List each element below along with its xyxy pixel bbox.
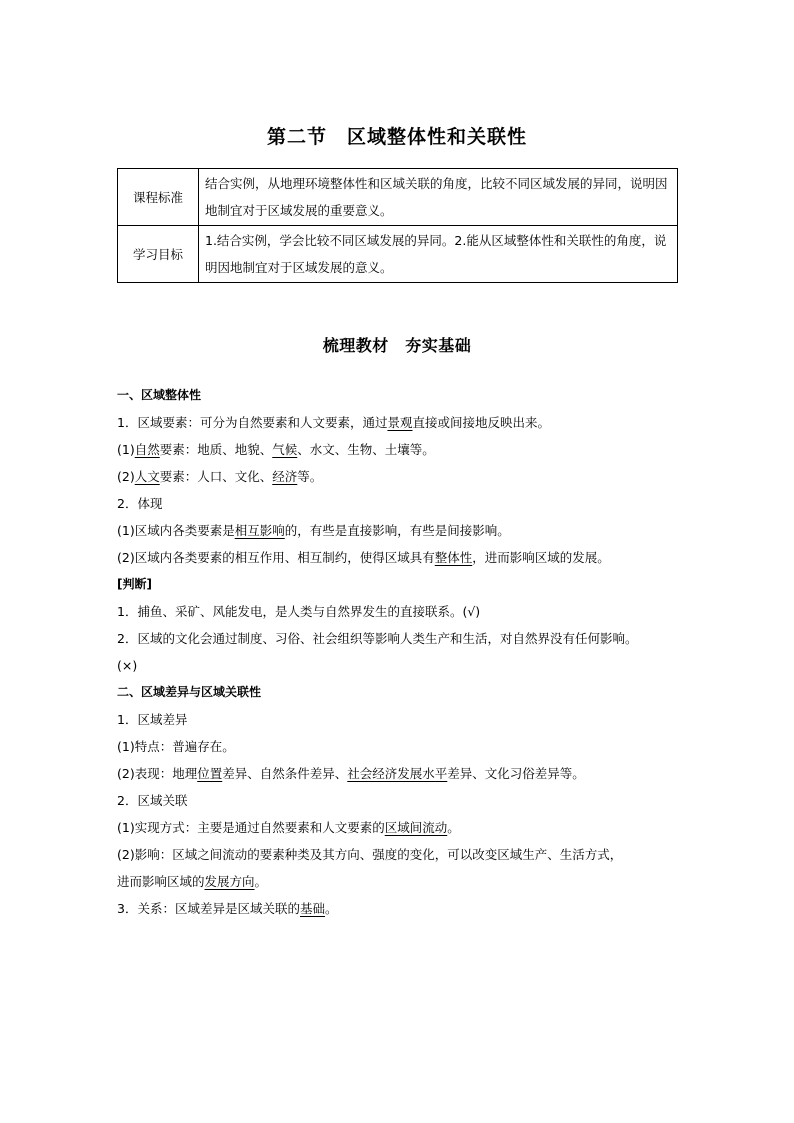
answer-blank: 自然 (134, 442, 160, 457)
answer-blank: 社会经济发展水平 (347, 766, 448, 781)
part1-heading: 一、区域整体性 (117, 388, 202, 402)
judgment-item: 1．捕鱼、采矿、风能发电，是人类与自然界发生的直接联系。(√) (117, 604, 481, 619)
answer-blank: 相互影响 (234, 523, 285, 538)
answer-blank: 经济 (272, 469, 298, 484)
answer-blank: 气候 (272, 442, 298, 457)
answer-blank: 整体性 (434, 550, 473, 565)
answer-blank: 位置 (197, 766, 223, 781)
answer-blank: 基础 (299, 901, 325, 916)
paragraph: 1．区域差异 (117, 712, 188, 727)
paragraph: (2)表现：地理位置差异、自然条件差异、社会经济发展水平差异、文化习俗差异等。 (117, 766, 585, 781)
paragraph: 1．区域要素：可分为自然要素和人文要素，通过景观直接或间接地反映出来。 (117, 415, 550, 430)
paragraph: (2)人文要素：人口、文化、经济等。 (117, 469, 323, 484)
paragraph: (1)特点：普遍存在。 (117, 739, 235, 754)
table-key-cell: 课程标准 (118, 169, 199, 226)
paragraph: 2．体现 (117, 496, 163, 511)
curriculum-standards-table (117, 168, 678, 283)
table-key-cell: 学习目标 (118, 226, 199, 283)
section-title: 梳理教材 夯实基础 (322, 336, 472, 355)
part2-heading: 二、区域差异与区域关联性 (117, 685, 262, 699)
table-row (118, 169, 678, 226)
paragraph: (2)区域内各类要素的相互作用、相互制约，使得区域具有整体性，进而影响区域的发展。 (117, 550, 610, 565)
answer-blank: 景观 (387, 415, 413, 430)
judge-label: [判断] (117, 577, 152, 591)
paragraph: (1)区域内各类要素是相互影响的，有些是直接影响，有些是间接影响。 (117, 523, 510, 538)
paragraph: (1)自然要素：地质、地貌、气候、水文、生物、土壤等。 (117, 442, 435, 457)
paragraph: 2．区域关联 (117, 793, 188, 808)
paragraph: 进而影响区域的发展方向。 (117, 874, 268, 889)
table-value-cell: 结合实例，从地理环境整体性和区域关联的角度，比较不同区域发展的异同，说明因地制宜对于区域发展的重要意义。 (199, 169, 678, 226)
answer-blank: 发展方向 (204, 874, 255, 889)
table-row (118, 226, 678, 283)
judgment-item: 2．区域的文化会通过制度、习俗、社会组织等影响人类生产和生活，对自然界没有任何影响。 (117, 631, 638, 646)
paragraph: 3．关系：区域差异是区域关联的基础。 (117, 901, 338, 916)
judgment-answer: (×) (117, 658, 138, 673)
paragraph: (1)实现方式：主要是通过自然要素和人文要素的区域间流动。 (117, 820, 460, 835)
page-title: 第二节 区域整体性和关联性 (266, 126, 527, 148)
answer-blank: 人文 (134, 469, 160, 484)
table-value-cell: 1.结合实例，学会比较不同区域发展的异同。2.能从区域整体性和关联性的角度，说明因地制宜对于区域发展的意义。 (199, 226, 678, 283)
content-body (117, 382, 682, 922)
answer-blank: 区域间流动 (384, 820, 448, 835)
paragraph: (2)影响：区域之间流动的要素种类及其方向、强度的变化，可以改变区域生产、生活方式， (117, 847, 623, 862)
